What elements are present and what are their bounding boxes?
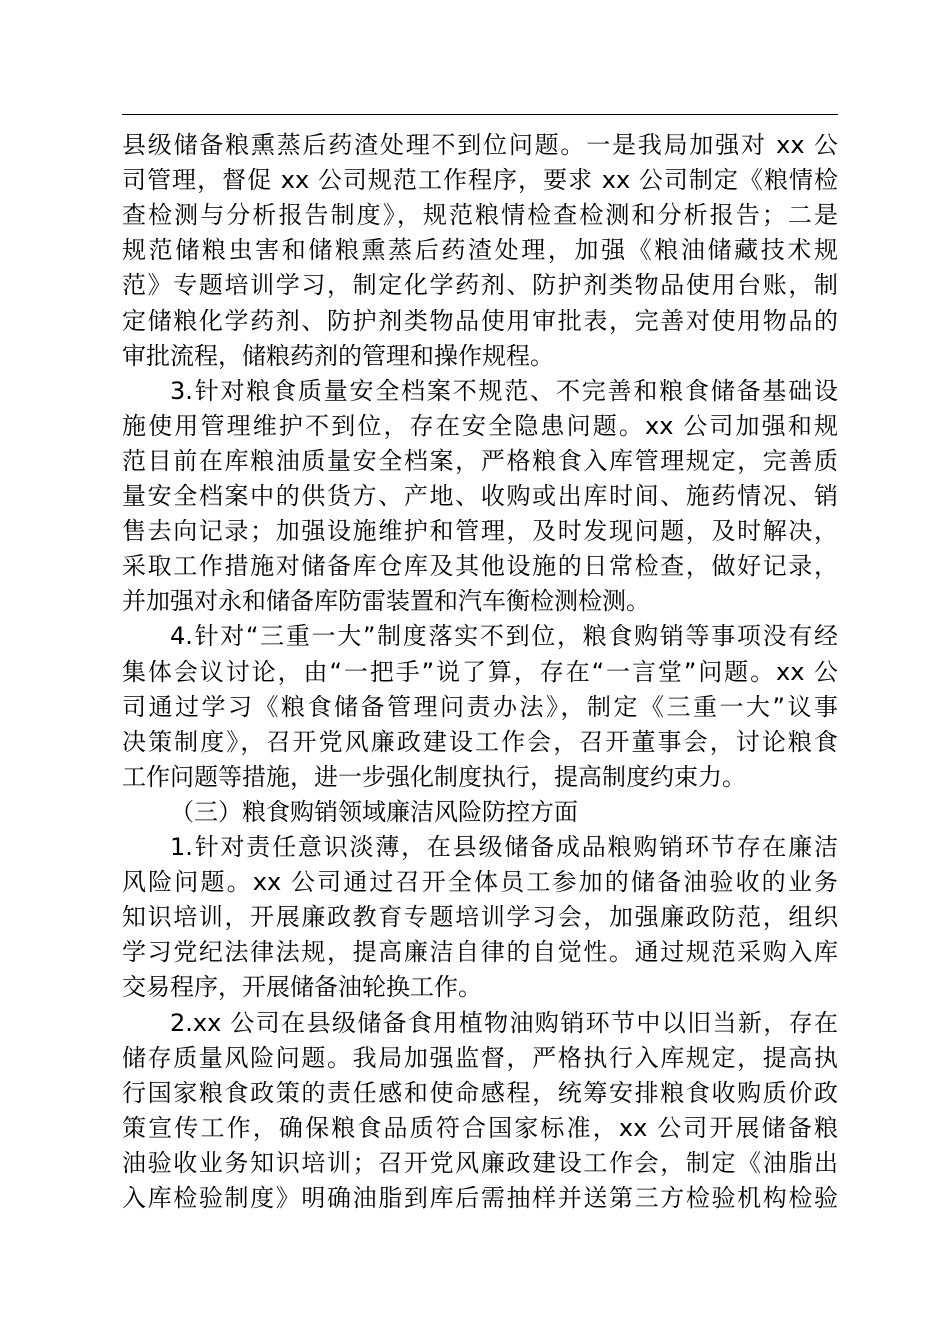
text-line: （三）粮食购销领域廉洁风险防控方面: [170, 797, 578, 826]
text-line: 施使用管理维护不到位，存在安全隐患问题。xx 公司加强和规: [122, 411, 838, 440]
text-line: 油验收业务知识培训；召开党风廉政建设工作会，制定《油脂出: [122, 1148, 838, 1177]
text-line: 范目前在库粮油质量安全档案，严格粮食入库管理规定，完善质: [122, 446, 838, 475]
text-line: 定储粮化学药剂、防护剂类物品使用审批表，完善对使用物品的: [122, 306, 838, 335]
text-line: 司管理，督促 xx 公司规范工作程序，要求 xx 公司制定《粮情检: [122, 166, 838, 195]
text-line: 储存质量风险问题。我局加强监督，严格执行入库规定，提高执: [122, 1043, 838, 1072]
text-line: 风险问题。xx 公司通过召开全体员工参加的储备油验收的业务: [122, 868, 838, 897]
text-line: 2.xx 公司在县级储备食用植物油购销环节中以旧当新，存在: [170, 1008, 838, 1037]
text-line: 并加强对永和储备库防雷装置和汽车衡检测检测。: [122, 587, 650, 616]
text-line: 规范储粮虫害和储粮熏蒸后药渣处理，加强《粮油储藏技术规: [122, 236, 838, 265]
text-line: 县级储备粮熏蒸后药渣处理不到位问题。一是我局加强对 xx 公: [122, 131, 838, 159]
text-line: 1.针对责任意识淡薄，在县级储备成品粮购销环节存在廉洁: [170, 833, 838, 861]
text-line: 工作问题等措施，进一步强化制度执行，提高制度约束力。: [122, 762, 746, 791]
text-line: 售去向记录；加强设施维护和管理，及时发现问题，及时解决，: [122, 517, 838, 546]
text-line: 决策制度》，召开党风廉政建设工作会，召开董事会，讨论粮食: [122, 727, 838, 756]
text-line: 交易程序，开展储备油轮换工作。: [122, 973, 482, 1002]
text-line: 行国家粮食政策的责任感和使命感程，统筹安排粮食收购质价政: [122, 1078, 838, 1107]
text-line: 集体会议讨论，由“一把手”说了算，存在“一言堂”问题。xx 公: [122, 657, 838, 686]
text-line: 策宣传工作，确保粮食品质符合国家标准，xx 公司开展储备粮: [122, 1113, 838, 1142]
text-line: 学习党纪法律法规，提高廉洁自律的自觉性。通过规范采购入库: [122, 938, 838, 967]
text-line: 查检测与分析报告制度》，规范粮情检查检测和分析报告；二是: [122, 201, 838, 230]
text-line: 4.针对“三重一大”制度落实不到位，粮食购销等事项没有经: [170, 622, 838, 651]
text-line: 3.针对粮食质量安全档案不规范、不完善和粮食储备基础设: [170, 376, 838, 405]
text-line: 审批流程，储粮药剂的管理和操作规程。: [122, 341, 554, 370]
text-line: 司通过学习《粮食储备管理问责办法》，制定《三重一大”议事: [122, 692, 838, 721]
text-line: 采取工作措施对储备库仓库及其他设施的日常检查，做好记录，: [122, 552, 838, 581]
text-line: 范》专题培训学习，制定化学药剂、防护剂类物品使用台账，制: [122, 271, 838, 300]
text-line: 知识培训，开展廉政教育专题培训学习会，加强廉政防范，组织: [122, 903, 838, 932]
header-rule: [122, 114, 838, 115]
text-line: 入库检验制度》明确油脂到库后需抽样并送第三方检验机构检验: [122, 1184, 838, 1212]
text-line: 量安全档案中的供货方、产地、收购或出库时间、施药情况、销: [122, 482, 838, 510]
